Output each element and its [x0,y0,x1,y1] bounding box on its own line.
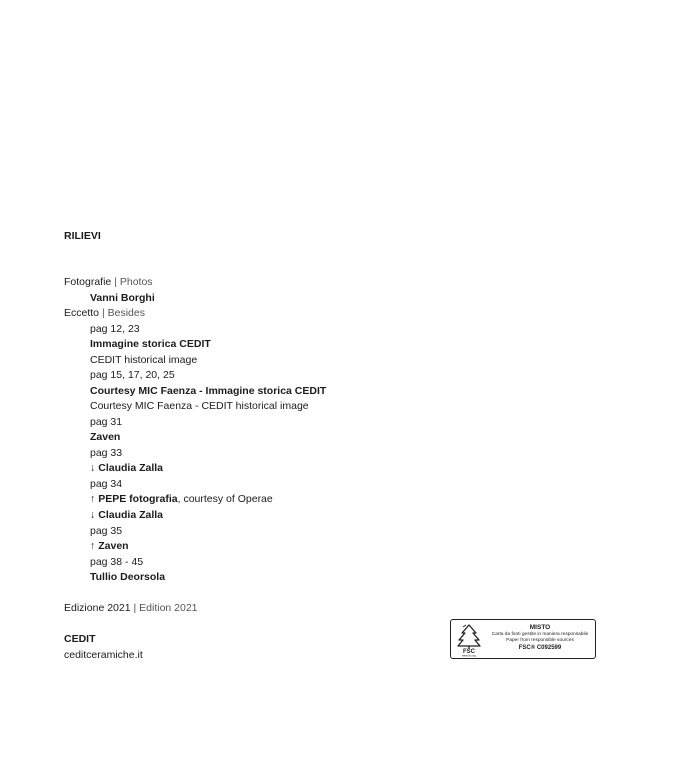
fsc-title: MISTO [529,624,551,631]
credit-name: ↓ Claudia Zalla [90,462,164,474]
edition-line: Edizione 2021 | Edition 2021 [64,602,198,614]
fsc-logo-url: www.fsc.org [462,654,476,657]
credit-translation: Courtesy MIC Faenza - CEDIT historical image [90,400,309,412]
credit-name: Courtesy MIC Faenza - Immagine storica CEDIT [90,385,327,397]
company-name: CEDIT [64,633,96,645]
fsc-logo-text: FSC [463,649,475,655]
credit-name: ↑ PEPE fotografia, courtesy of Operae [90,493,273,505]
fsc-tree-icon [454,622,484,657]
fsc-code: FSC® C092599 [518,645,562,651]
page-reference: pag 35 [90,525,123,537]
page-title: RILIEVI [64,230,101,242]
page-reference: pag 15, 17, 20, 25 [90,369,175,381]
credit-name: ↑ Zaven [90,540,129,552]
fsc-line-en: Paper from responsible sources [506,638,574,643]
website-link[interactable]: ceditceramiche.it [64,649,143,661]
fsc-line-it: Carta da fonti gestite in maniera responsabile [491,632,589,637]
page-reference: pag 34 [90,478,123,490]
fsc-label [450,619,596,659]
arrow-down-icon: ↓ [90,509,96,521]
credit-name: ↓ Claudia Zalla [90,509,164,521]
arrow-down-icon: ↓ [90,462,96,474]
page-reference: pag 31 [90,416,123,428]
credit-name: Tullio Deorsola [90,571,166,583]
except-label: Eccetto | Besides [64,307,145,319]
credit-name: Zaven [90,431,121,443]
page-reference: pag 12, 23 [90,323,140,335]
credit-translation: CEDIT historical image [90,354,198,366]
arrow-up-icon: ↑ [90,493,96,505]
page-reference: pag 38 - 45 [90,556,144,568]
credit-name: Immagine storica CEDIT [90,338,211,350]
photos-label: Fotografie | Photos [64,276,153,288]
arrow-up-icon: ↑ [90,540,96,552]
photographer-name: Vanni Borghi [90,292,155,304]
page-reference: pag 33 [90,447,123,459]
